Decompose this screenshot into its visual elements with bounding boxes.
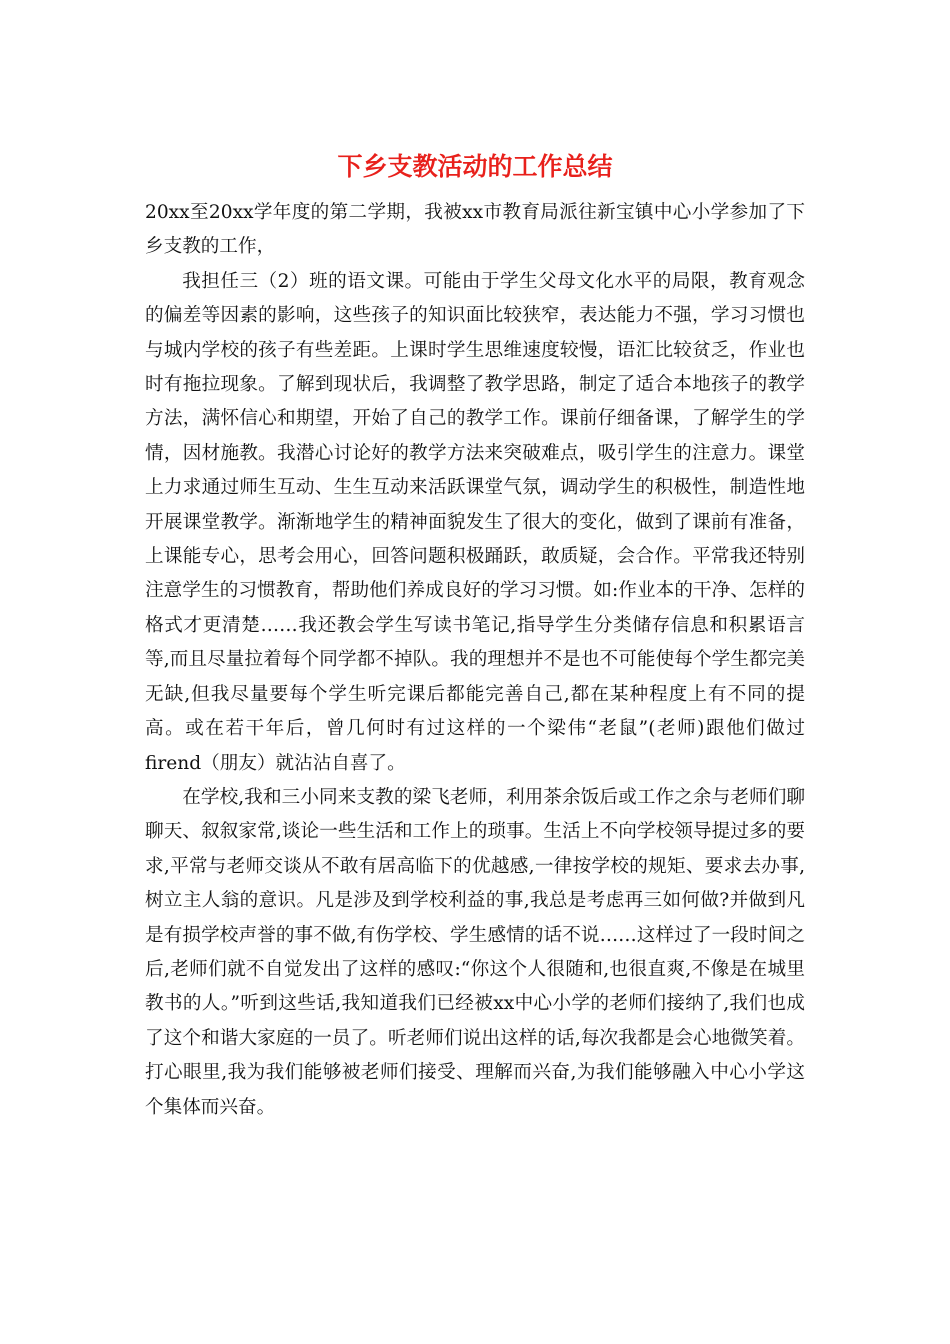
paragraph-teaching: 我担任三（2）班的语文课。可能由于学生父母文化水平的局限，教育观念的偏差等因素的影响，这些孩子的知识面比较狭窄，表达能力不强，学习习惯也与城内学校的孩子有些差距。上课时学生思维速度较慢，语汇比较贫乏，作业也时有拖拉现象。了解到现状后，我调整了教学思路，制定了适合本地孩子的教学方法，满怀信心和期望，开始了自己的教学工作。课前仔细备课，了解学生的学情，因材施教。我潜心讨论好的教学方法来突破难点，吸引学生的注意力。课堂上力求通过师生互动、生生互动来活跃课堂气氛，调动学生的积极性，制造性地开展课堂教学。渐渐地学生的精神面貌发生了很大的变化，做到了课前有准备，上课能专心，思考会用心，回答问题积极踊跃，敢质疑，会合作。平常我还特别注意学生的习惯教育，帮助他们养成良好的学习习惯。如:作业本的干净、怎样的格式才更清楚……我还教会学生写读书笔记,指导学生分类储存信息和积累语言等,而且尽量拉着每个同学都不掉队。我的理想并不是也不可能使每个学生都完美无缺,但我尽量要每个学生听完课后都能完善自己,都在某种程度上有不同的提高。或在若干年后，曾几何时有过这样的一个梁伟“老鼠”(老师)跟他们做过firend（朋友）就沾沾自喜了。 bbox=[145, 270, 805, 774]
document-body bbox=[145, 196, 805, 1125]
paragraph-intro: 20xx至20xx学年度的第二学期，我被xx市教育局派往新宝镇中心小学参加了下乡支教的工作， bbox=[145, 202, 805, 258]
document-title: 下乡支教活动的工作总结 bbox=[337, 152, 613, 181]
paragraph-colleagues: 在学校,我和三小同来支教的梁飞老师，利用茶余饭后或工作之余与老师们聊聊天、叙叙家常,谈论一些生活和工作上的琐事。生活上不向学校领导提过多的要求,平常与老师交谈从不敢有居高临下的优越感,一律按学校的规矩、要求去办事,树立主人翁的意识。凡是涉及到学校利益的事,我总是考虑再三如何做?并做到凡是有损学校声誉的事不做,有伤学校、学生感情的话不说……这样过了一段时间之后,老师们就不自觉发出了这样的感叹:“你这个人很随和,也很直爽,不像是在城里教书的人。”听到这些话,我知道我们已经被xx中心小学的老师们接纳了,我们也成了这个和谐大家庭的一员了。听老师们说出这样的话,每次我都是会心地微笑着。打心眼里,我为我们能够被老师们接受、理解而兴奋,为我们能够融入中心小学这个集体而兴奋。 bbox=[145, 786, 805, 1118]
